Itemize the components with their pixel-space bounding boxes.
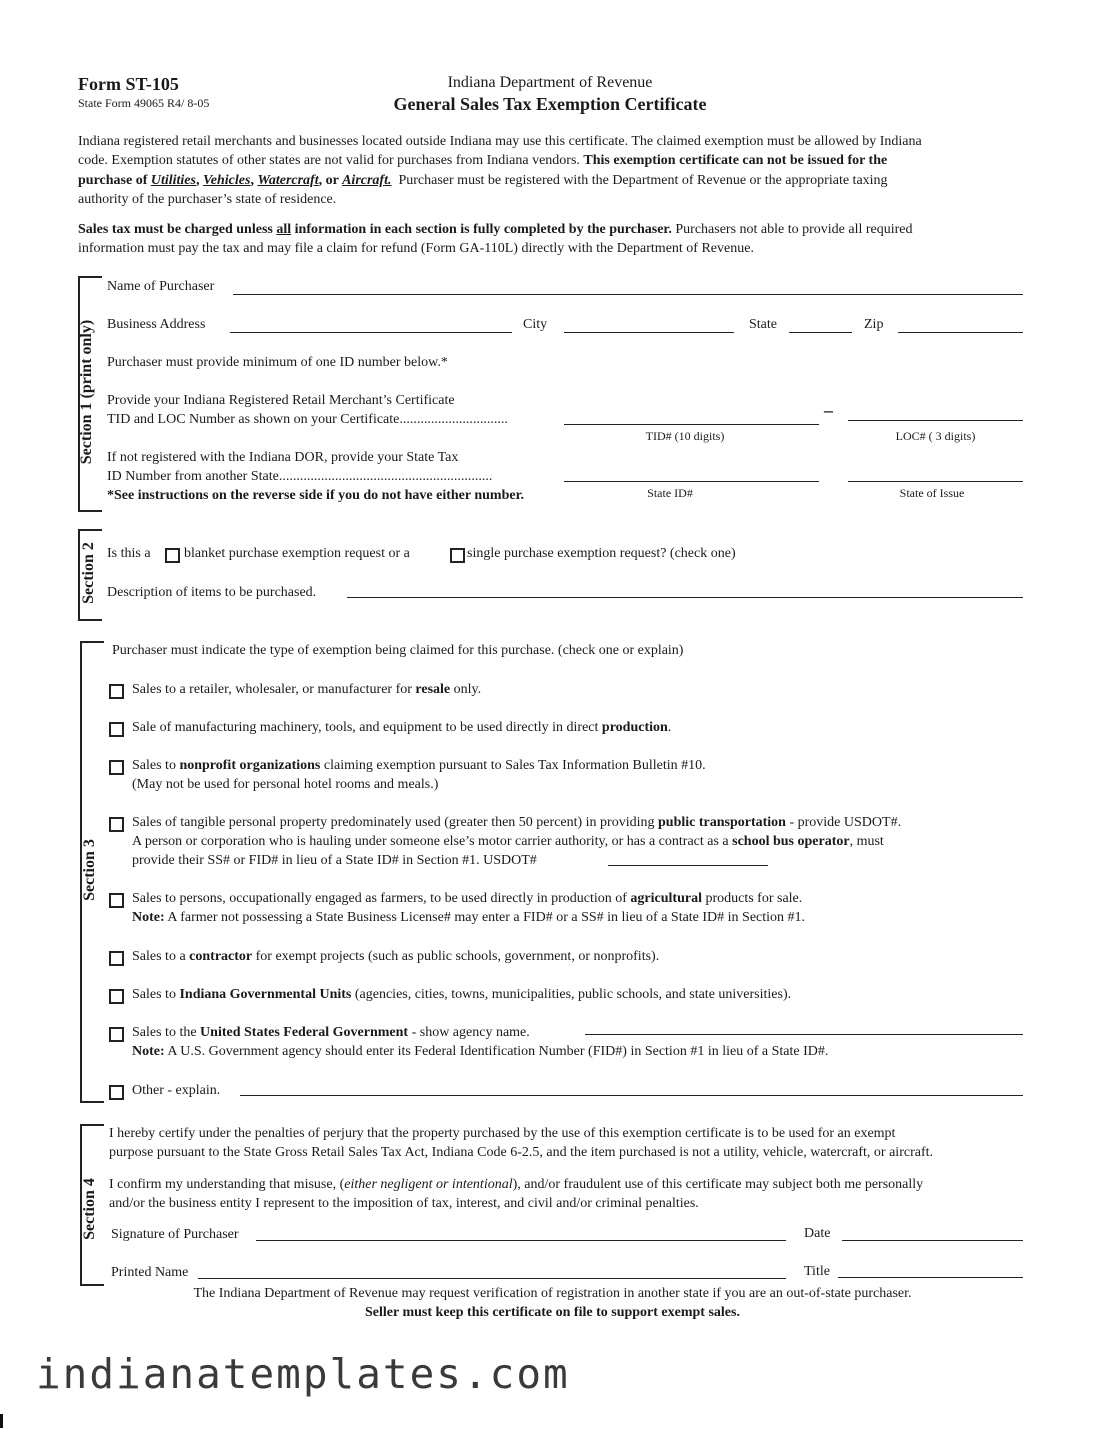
section-1-label: Section 1 (print only): [78, 319, 95, 465]
section-4-label: Section 4: [81, 1178, 98, 1240]
nonprofit-option: Sales to nonprofit organizations claiming exemption pursuant to Sales Tax Information Bulletin #10.: [132, 758, 706, 773]
state-id-field[interactable]: [564, 481, 819, 482]
state-id-caption: State ID#: [647, 486, 693, 500]
production-option: Sale of manufacturing machinery, tools, and equipment to be used directly in direct production.: [132, 720, 672, 735]
nonprofit-checkbox[interactable]: [109, 760, 124, 775]
certification-line-1: I hereby certify under the penalties of perjury that the property purchased by the use of this exemption certificate is to be used for an exempt: [109, 1126, 896, 1141]
loc-caption: LOC# ( 3 digits): [895, 429, 976, 443]
other-checkbox[interactable]: [109, 1085, 124, 1100]
description-label: Description of items to be purchased.: [107, 585, 317, 600]
agency-name: Indiana Department of Revenue: [447, 74, 653, 91]
tid-caption: TID# (10 digits): [645, 429, 725, 443]
date-label: Date: [804, 1226, 831, 1241]
footer-seller-note: Seller must keep this certificate on file to support exempt sales.: [365, 1305, 740, 1320]
printed-name-label: Printed Name: [111, 1265, 189, 1280]
resale-option: Sales to a retailer, wholesaler, or manufacturer for resale only.: [132, 682, 482, 697]
exemption-type-intro: Purchaser must indicate the type of exemption being claimed for this purchase. (check one or explain): [112, 643, 684, 658]
single-purchase-label: single purchase exemption request? (check one): [467, 546, 736, 561]
intro-sales-tax-line-1: Sales tax must be charged unless all information in each section is fully completed by the purchaser. Purchasers not able to provide all required: [78, 222, 913, 237]
tid-loc-dash: –: [824, 400, 833, 420]
contractor-checkbox[interactable]: [109, 951, 124, 966]
printed-name-field[interactable]: [198, 1278, 786, 1279]
state-form-number: State Form 49065 R4/ 8-05: [78, 96, 210, 110]
blanket-purchase-checkbox[interactable]: [165, 548, 180, 563]
agency-name-field[interactable]: [585, 1034, 1023, 1035]
rrmc-instruction-line-1: Provide your Indiana Registered Retail Merchant’s Certificate: [107, 393, 455, 408]
footer-verification-note: The Indiana Department of Revenue may request verification of registration in another state if you are an out-of-state purchaser.: [193, 1286, 912, 1301]
city-label: City: [523, 317, 548, 332]
edge-mark: [0, 1414, 3, 1428]
signature-field[interactable]: [256, 1240, 786, 1241]
purchaser-name-label: Name of Purchaser: [107, 279, 215, 294]
rrmc-instruction-line-2: TID and LOC Number as shown on your Certificate...............................: [107, 412, 508, 427]
purchase-type-question: Is this a: [107, 546, 151, 561]
state-field[interactable]: [789, 332, 852, 333]
description-field[interactable]: [347, 597, 1023, 598]
other-explain-field[interactable]: [240, 1095, 1023, 1096]
federal-government-option: Sales to the United States Federal Government - show agency name.: [132, 1025, 530, 1040]
loc-number-field[interactable]: [848, 420, 1023, 421]
certification-line-2: purpose pursuant to the State Gross Retail Sales Tax Act, Indiana Code 6-2.5, and the item purchased is not a utility, vehicle, watercraft, or aircraft.: [109, 1145, 934, 1160]
production-checkbox[interactable]: [109, 722, 124, 737]
watermark: indianatemplates.com: [36, 1350, 570, 1398]
public-transportation-line-3: provide their SS# or FID# in lieu of a State ID# in Section #1. USDOT#: [132, 853, 537, 868]
contractor-option: Sales to a contractor for exempt projects (such as public schools, government, or nonprofits).: [132, 949, 660, 964]
agricultural-option: Sales to persons, occupationally engaged as farmers, to be used directly in production of agricultural products for sale.: [132, 891, 803, 906]
confirmation-line-2: and/or the business entity I represent to the imposition of tax, interest, and civil and/or criminal penalties.: [109, 1196, 699, 1211]
not-registered-line-1: If not registered with the Indiana DOR, provide your State Tax: [107, 450, 459, 465]
federal-government-note: Note: A U.S. Government agency should enter its Federal Identification Number (FID#) in Section #1 in lieu of a State ID#.: [132, 1044, 829, 1059]
section-2-label: Section 2: [80, 542, 97, 604]
zip-field[interactable]: [898, 332, 1023, 333]
intro-line-4: authority of the purchaser’s state of residence.: [78, 192, 337, 207]
public-transportation-checkbox[interactable]: [109, 817, 124, 832]
confirmation-line-1: I confirm my understanding that misuse, (either negligent or intentional), and/or fraudulent use of this certificate may subject both me personally: [109, 1177, 924, 1192]
federal-government-checkbox[interactable]: [109, 1027, 124, 1042]
business-address-field[interactable]: [230, 332, 512, 333]
tid-number-field[interactable]: [564, 424, 819, 425]
intro-line-3: purchase of Utilities, Vehicles, Watercraft, or Aircraft. Purchaser must be registered with the Department of Revenue or the appropriate taxing: [78, 173, 888, 188]
section-3-label: Section 3: [81, 839, 98, 901]
purchaser-name-field[interactable]: [233, 294, 1023, 295]
not-registered-line-2: ID Number from another State.............................................................: [107, 469, 493, 484]
zip-label: Zip: [864, 317, 884, 332]
business-address-label: Business Address: [107, 317, 206, 332]
intro-sales-tax-line-2: information must pay the tax and may file a claim for refund (Form GA-110L) directly with the Department of Revenue.: [78, 241, 754, 256]
state-of-issue-caption: State of Issue: [899, 486, 965, 500]
title-field[interactable]: [838, 1277, 1023, 1278]
public-transportation-line-2: A person or corporation who is hauling under someone else’s motor carrier authority, or has a contract as a school bus operator, must: [132, 834, 884, 849]
form-number: Form ST-105: [78, 74, 179, 94]
state-label: State: [749, 317, 777, 332]
nonprofit-note: (May not be used for personal hotel rooms and meals.): [132, 777, 439, 792]
public-transportation-option: Sales of tangible personal property predominately used (greater then 50 percent) in providing public transportation - provide USDOT#.: [132, 815, 902, 830]
intro-line-1: Indiana registered retail merchants and businesses located outside Indiana may use this certificate. The claimed exemption must be allowed by Indiana: [78, 134, 922, 149]
agricultural-note: Note: A farmer not possessing a State Business License# may enter a FID# or a SS# in lieu of a State ID# in Section #1.: [132, 910, 806, 925]
state-of-issue-field[interactable]: [848, 481, 1023, 482]
indiana-governmental-option: Sales to Indiana Governmental Units (agencies, cities, towns, municipalities, public schools, and state universities).: [132, 987, 792, 1002]
see-instructions-note: *See instructions on the reverse side if you do not have either number.: [107, 488, 525, 503]
agricultural-checkbox[interactable]: [109, 893, 124, 908]
blanket-purchase-label: blanket purchase exemption request or a: [184, 546, 410, 561]
usdot-field[interactable]: [608, 865, 768, 866]
intro-line-2: code. Exemption statutes of other states are not valid for purchases from Indiana vendors. This exemption certificate can not be issued for the: [78, 153, 888, 168]
date-field[interactable]: [842, 1240, 1023, 1241]
form-title: General Sales Tax Exemption Certificate: [393, 94, 707, 114]
other-option: Other - explain.: [132, 1083, 221, 1098]
single-purchase-checkbox[interactable]: [450, 548, 465, 563]
indiana-governmental-checkbox[interactable]: [109, 989, 124, 1004]
id-requirement-note: Purchaser must provide minimum of one ID number below.*: [107, 355, 448, 370]
title-label: Title: [804, 1264, 830, 1279]
resale-checkbox[interactable]: [109, 684, 124, 699]
city-field[interactable]: [564, 332, 734, 333]
signature-label: Signature of Purchaser: [111, 1227, 239, 1242]
